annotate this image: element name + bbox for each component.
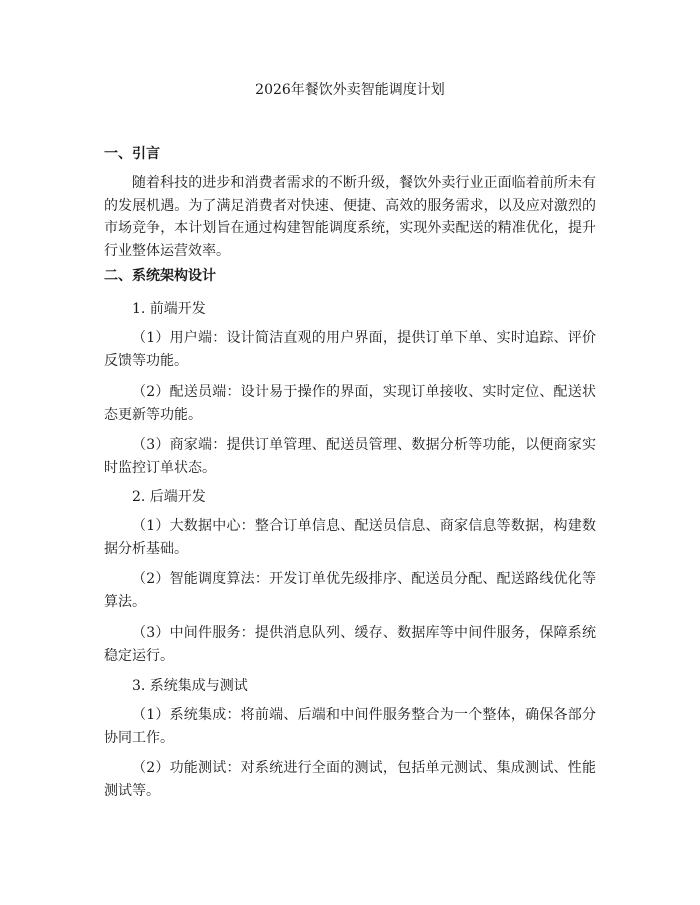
document-title: 2026年餐饮外卖智能调度计划 (255, 82, 445, 98)
subsection-heading-frontend: 1. 前端开发 (132, 301, 206, 317)
list-item-big-data-center: （1）大数据中心：整合订单信息、配送员信息、商家信息等数据，构建数据分析基础。 (104, 518, 596, 557)
list-item-merchant-client: （3）商家端：提供订单管理、配送员管理、数据分析等功能，以便商家实时监控订单状态。 (104, 437, 596, 476)
list-item-system-integration: （1）系统集成：将前端、后端和中间件服务整合为一个整体，确保各部分协同工作。 (104, 707, 596, 746)
list-item-functional-testing: （2）功能测试：对系统进行全面的测试，包括单元测试、集成测试、性能测试等。 (104, 760, 596, 799)
subsection-heading-integration-testing: 3. 系统集成与测试 (132, 678, 248, 694)
subsection-heading-backend: 2. 后端开发 (132, 489, 206, 505)
list-item-dispatch-algorithm: （2）智能调度算法：开发订单优先级排序、配送员分配、配送路线优化等算法。 (104, 571, 596, 610)
list-item-middleware: （3）中间件服务：提供消息队列、缓存、数据库等中间件服务，保障系统稳定运行。 (104, 625, 596, 664)
list-item-user-client: （1）用户端：设计简洁直观的用户界面，提供订单下单、实时追踪、评价反馈等功能。 (104, 330, 596, 369)
list-item-courier-client: （2）配送员端：设计易于操作的界面，实现订单接收、实时定位、配送状态更新等功能。 (104, 384, 596, 423)
section-heading-introduction: 一、引言 (104, 146, 160, 162)
introduction-paragraph: 随着科技的进步和消费者需求的不断升级，餐饮外卖行业正面临着前所未有的发展机遇。为了满足消费者对快速、便捷、高效的服务需求，以及应对激烈的市场竞争，本计划旨在通过构建智能调度系统，实现外卖配送的精准优化，提升行业整体运营效率。 (104, 175, 596, 259)
section-heading-architecture: 二、系统架构设计 (104, 268, 216, 284)
